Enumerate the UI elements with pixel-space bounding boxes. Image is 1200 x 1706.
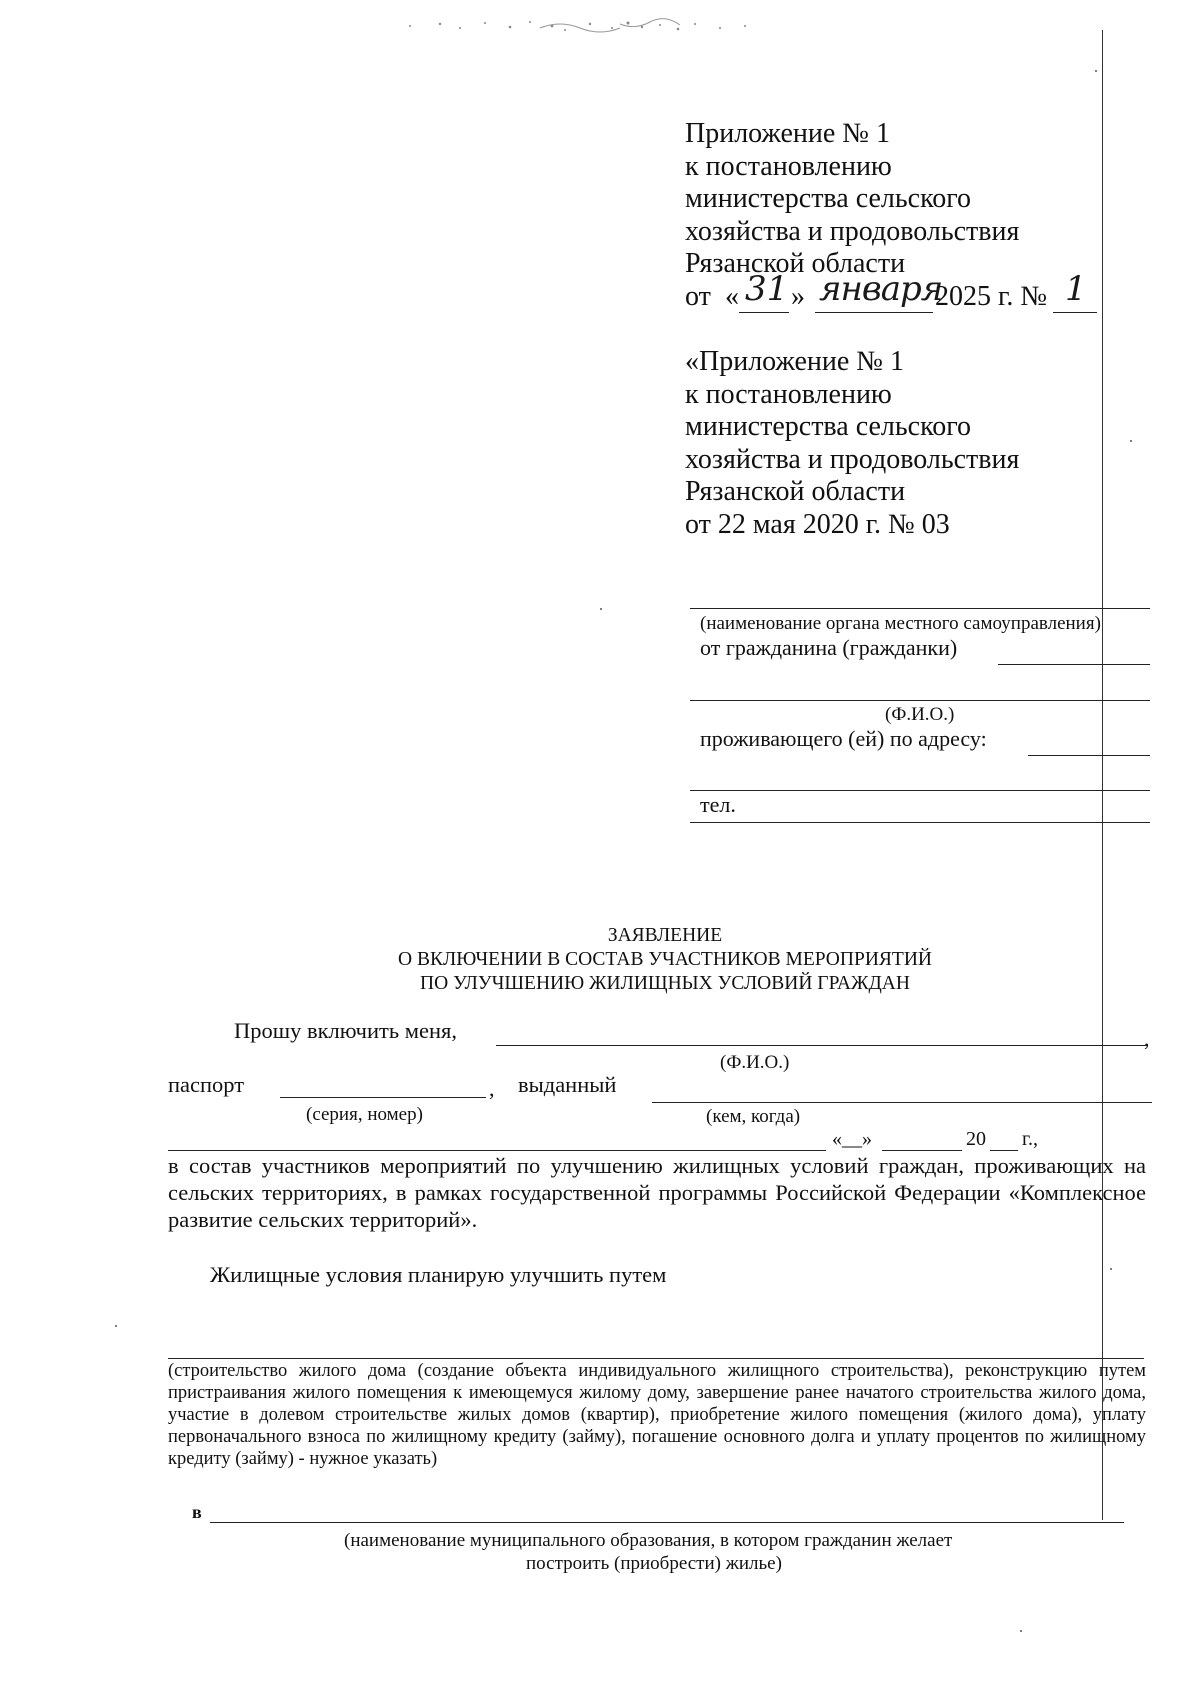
scan-noise-top: [380, 14, 800, 36]
issuer-line-2: [168, 1150, 826, 1151]
appendix-line: хозяйства и продовольствия: [685, 215, 1020, 247]
issuer-line: [652, 1102, 1152, 1103]
series-caption: (серия, номер): [306, 1104, 423, 1125]
improvement-field-line: [168, 1358, 1144, 1359]
scan-edge-line: [1102, 30, 1103, 1520]
address-label: проживающего (ей) по адресу:: [700, 726, 987, 751]
request-body: в состав участников мероприятий по улучшению жилищных условий граждан, проживающих на сельских территориях, в рамках государственной программы Российской Федерации «Комплексное развитие сельских территорий».: [168, 1153, 1146, 1232]
appendix-line: Рязанской области: [685, 248, 906, 279]
municipality-in-label: в: [192, 1502, 202, 1522]
handwritten-day: 31: [745, 268, 789, 309]
request-fio-caption: (Ф.И.О.): [720, 1052, 790, 1073]
appendix-date-line: [685, 268, 1087, 315]
fio-caption: (Ф.И.О.): [885, 704, 955, 725]
org-name-caption: (наименование органа местного самоуправления): [700, 613, 1101, 634]
scan-speck: [600, 608, 602, 610]
request-fio-line: [496, 1045, 1146, 1046]
month-underline: [815, 312, 933, 313]
quote-open: «: [725, 280, 739, 312]
day-underline: [739, 312, 789, 313]
from-citizen-label: от гражданина (гражданки): [700, 635, 958, 660]
appendix-line: к постановлению: [685, 150, 892, 182]
appendix-line: Рязанской области: [685, 476, 906, 507]
quote-close: »: [791, 280, 805, 312]
issuer-caption: (кем, когда): [706, 1106, 801, 1127]
appendix-title: Приложение № 1: [685, 118, 890, 149]
handwritten-number: 1: [1065, 268, 1087, 309]
appendix-line: министерства сельского: [685, 411, 972, 442]
appendix-line: от 22 мая 2020 г. № 03: [685, 508, 950, 540]
appendix-line: хозяйства и продовольствия: [685, 443, 1020, 475]
address-field-line-2: [690, 790, 1150, 791]
fio-field-line: [690, 700, 1150, 701]
org-name-field-line: [690, 608, 1150, 609]
title-line: ПО УЛУЧШЕНИЮ ЖИЛИЩНЫХ УСЛОВИЙ ГРАЖДАН: [420, 973, 910, 994]
appendix-title: «Приложение № 1: [685, 346, 904, 377]
title-line: ЗАЯВЛЕНИЕ: [607, 925, 723, 946]
from-citizen-field-line: [998, 664, 1150, 665]
date-prefix: от: [685, 280, 711, 312]
issued-label: выданный: [518, 1072, 617, 1097]
municipality-field-line: [210, 1522, 1124, 1523]
appendix-old-block: [685, 346, 1019, 541]
appendix-new-block: [685, 118, 1087, 315]
appendix-line: к постановлению: [685, 378, 892, 410]
phone-label: тел.: [700, 792, 736, 817]
issue-date-month-line: [882, 1150, 962, 1151]
document-title: [0, 924, 1200, 996]
phone-field-line: [690, 822, 1150, 823]
issue-date-suffix: г.,: [1022, 1128, 1038, 1150]
municipality-caption-2: построить (приобрести) жилье): [526, 1553, 782, 1574]
passport-comma: ,: [489, 1076, 495, 1101]
request-comma: ,: [1144, 1026, 1150, 1051]
scan-speck: [1095, 70, 1097, 72]
request-lead: Прошу включить меня,: [234, 1018, 458, 1043]
scan-speck: [1130, 440, 1132, 442]
municipality-caption-1: (наименование муниципального образования, в котором гражданин желает: [344, 1530, 953, 1551]
date-year: 2025 г. №: [935, 280, 1048, 312]
handwritten-month: января: [819, 268, 943, 309]
improvement-label: Жилищные условия планирую улучшить путем: [210, 1262, 667, 1287]
appendix-line: министерства сельского: [685, 183, 972, 214]
improvement-note: (строительство жилого дома (создание объекта индивидуального жилищного строительства), реконструкцию путем пристраивания жилого помещения к имеющемуся жилому дому, завершение ранее начатого строительства жилого дома, участие в долевом строительстве жилых домов (квартир), приобретение жилого помещения (жилого дома), уплату первоначального взноса по жилищному кредиту (займу), погашение основного долга и уплату процентов по жилищному кредиту (займу) - нужное указать): [168, 1361, 1146, 1469]
scan-speck: [1020, 1630, 1022, 1632]
number-underline: [1053, 312, 1097, 313]
issue-date-year: 20: [966, 1128, 986, 1150]
address-field-line: [1028, 755, 1150, 756]
issue-date-year-line: [990, 1150, 1018, 1151]
passport-number-line: [280, 1097, 486, 1098]
title-line: О ВКЛЮЧЕНИИ В СОСТАВ УЧАСТНИКОВ МЕРОПРИЯТИЙ: [398, 949, 932, 970]
scan-speck: [1110, 1268, 1112, 1270]
scan-speck: [115, 1325, 117, 1327]
passport-label: паспорт: [168, 1072, 245, 1097]
issue-date-quote: «__»: [832, 1128, 872, 1150]
